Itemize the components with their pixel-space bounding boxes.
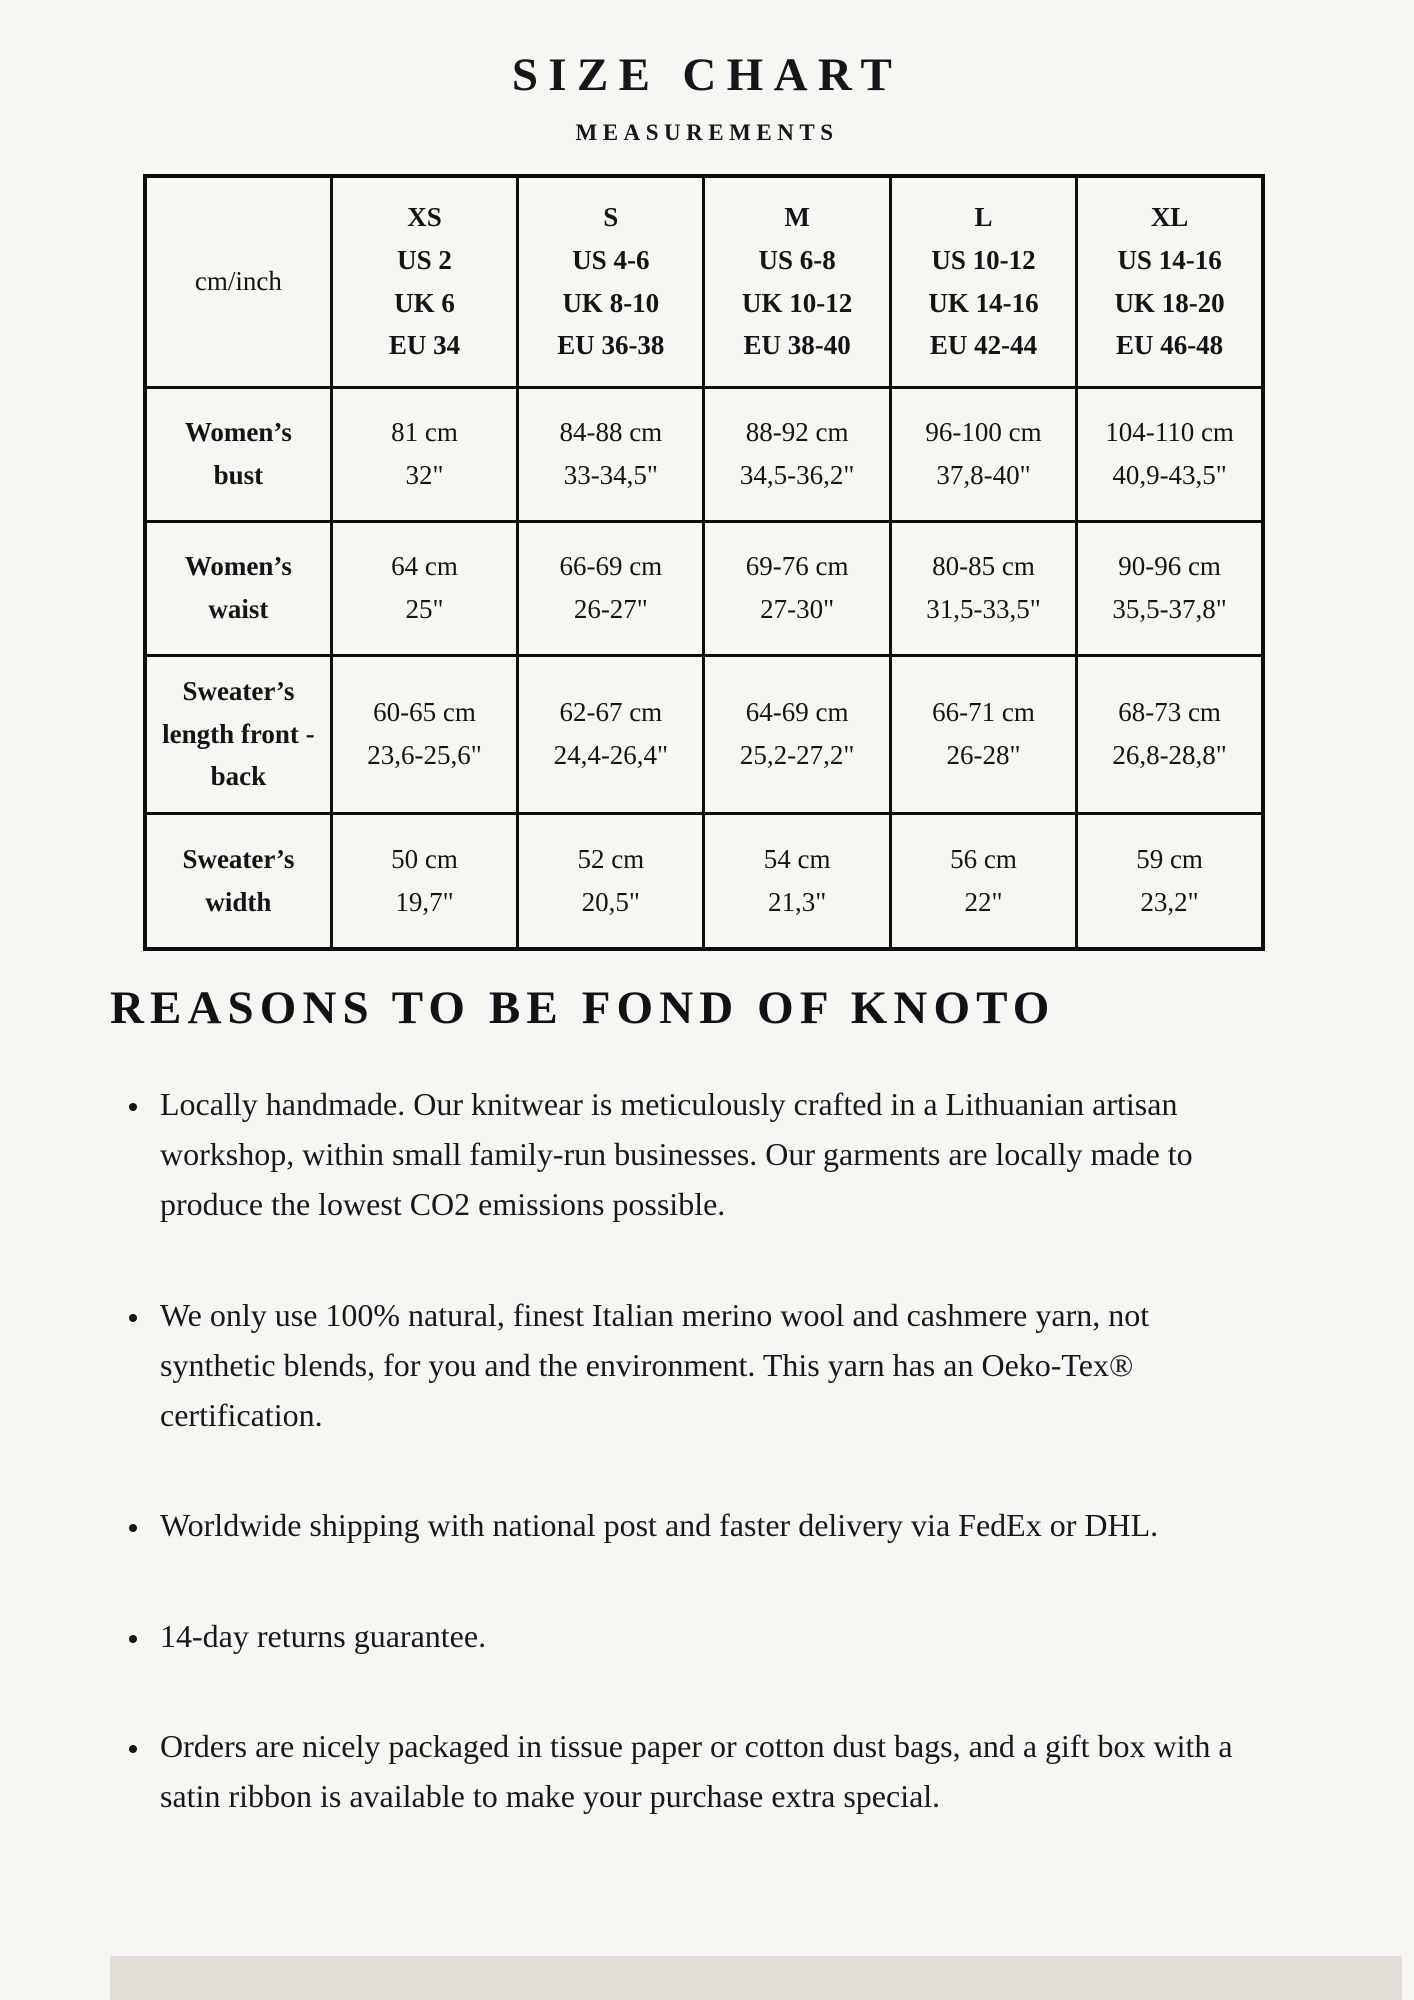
- value-inch: 37,8-40": [936, 460, 1031, 490]
- value-inch: 25": [405, 594, 444, 624]
- size-chart-table: [143, 174, 1265, 951]
- value-cm: 66-71 cm: [932, 697, 1035, 728]
- table-row-sweater-width: [145, 813, 1263, 949]
- measurement-cell: [890, 813, 1076, 949]
- size-name: M: [784, 202, 810, 233]
- value-inch: 22": [964, 886, 1003, 917]
- value-cm: 96-100 cm: [925, 417, 1042, 448]
- row-label: Sweater’s length front - back: [145, 655, 331, 813]
- size-column-header-m: [704, 176, 890, 387]
- value-cm: 52 cm: [577, 844, 645, 875]
- measurement-cell: [1077, 387, 1263, 521]
- value-cm: 104-110 cm: [1105, 417, 1234, 448]
- value-inch: 26-28": [946, 740, 1021, 770]
- value-inch: 35,5-37,8": [1112, 594, 1227, 624]
- size-us: US 2: [397, 245, 452, 276]
- size-eu: EU 36-38: [557, 330, 665, 361]
- value-inch: 26,8-28,8": [1112, 740, 1227, 770]
- size-eu: EU 34: [388, 330, 461, 361]
- value-cm: 54 cm: [763, 844, 831, 875]
- measurement-cell: [331, 521, 517, 655]
- size-column-header-xs: [331, 176, 517, 387]
- reason-item-worldwide-shipping: • Worldwide shipping with national post and faster delivery via FedEx or DHL.: [152, 1500, 1257, 1550]
- value-inch: 23,2": [1140, 886, 1199, 917]
- page-title: SIZE CHART: [511, 49, 903, 101]
- value-inch: 21,3": [768, 886, 827, 917]
- table-row-womens-waist: [145, 521, 1263, 655]
- value-cm: 50 cm: [391, 844, 458, 875]
- row-label: Women’s bust: [145, 387, 331, 521]
- measurement-cell: [1077, 655, 1263, 813]
- size-column-header-s: [518, 176, 704, 387]
- measurement-cell: [704, 655, 890, 813]
- value-inch: 34,5-36,2": [739, 460, 855, 490]
- size-name: XL: [1150, 202, 1189, 233]
- size-name: L: [974, 202, 993, 233]
- size-us: US 14-16: [1117, 245, 1222, 276]
- measurement-cell: [331, 655, 517, 813]
- value-cm: 90-96 cm: [1118, 551, 1221, 582]
- measurement-cell: [704, 521, 890, 655]
- value-inch: 23,6-25,6": [367, 740, 482, 770]
- measurement-cell: [890, 655, 1076, 813]
- measurement-cell: [518, 813, 704, 949]
- value-cm: 84-88 cm: [559, 417, 663, 448]
- size-eu: EU 38-40: [743, 330, 851, 361]
- value-inch: 31,5-33,5": [926, 594, 1041, 624]
- reason-item-locally-handmade: • Locally handmade. Our knitwear is meticulously crafted in a Lithuanian artisan workshop, within small family-run businesses. Our garments are locally made to produce the lowest CO2 emissions possible.: [152, 1079, 1257, 1230]
- table-row-sweater-length: [145, 655, 1263, 813]
- table-header-row: [145, 176, 1263, 387]
- footer-band: [110, 1956, 1402, 2000]
- measurement-cell: [1077, 521, 1263, 655]
- value-cm: 56 cm: [950, 844, 1017, 875]
- measurement-cell: [518, 655, 704, 813]
- unit-label-cell: [145, 176, 331, 387]
- reason-item-natural-yarn: • We only use 100% natural, finest Italian merino wool and cashmere yarn, not synthetic blends, for you and the environment. This yarn has an Oeko-Tex® certification.: [152, 1290, 1257, 1441]
- value-cm: 69-76 cm: [745, 551, 849, 582]
- measurement-cell: [704, 813, 890, 949]
- measurement-cell: [890, 387, 1076, 521]
- size-eu: EU 46-48: [1115, 330, 1224, 361]
- measurement-cell: [331, 387, 517, 521]
- size-name: S: [603, 202, 619, 233]
- value-inch: 24,4-26,4": [553, 740, 669, 770]
- value-cm: 66-69 cm: [559, 551, 663, 582]
- size-us: US 4-6: [572, 245, 650, 276]
- value-inch: 33-34,5": [563, 460, 658, 490]
- size-name: XS: [407, 202, 442, 233]
- row-label: Women’s waist: [145, 521, 331, 655]
- value-cm: 88-92 cm: [745, 417, 849, 448]
- measurement-cell: [704, 387, 890, 521]
- size-eu: EU 42-44: [929, 330, 1038, 361]
- document-header: [0, 0, 1414, 146]
- reason-item-returns-guarantee: • 14-day returns guarantee.: [152, 1611, 1257, 1661]
- value-inch: 25,2-27,2": [739, 740, 855, 770]
- value-cm: 62-67 cm: [559, 697, 663, 728]
- size-us: US 10-12: [931, 245, 1036, 276]
- measurement-cell: [518, 521, 704, 655]
- size-uk: UK 14-16: [928, 287, 1039, 318]
- value-inch: 19,7": [395, 886, 454, 917]
- page-subtitle: MEASUREMENTS: [575, 120, 839, 145]
- value-inch: 27-30": [760, 594, 835, 624]
- value-inch: 20,5": [581, 886, 640, 917]
- size-uk: UK 8-10: [562, 287, 660, 318]
- value-cm: 80-85 cm: [932, 551, 1035, 582]
- table-row-womens-bust: [145, 387, 1263, 521]
- value-cm: 64 cm: [391, 551, 458, 582]
- value-cm: 81 cm: [391, 417, 458, 448]
- value-cm: 64-69 cm: [745, 697, 849, 728]
- value-cm: 68-73 cm: [1118, 697, 1221, 728]
- size-uk: UK 6: [394, 287, 455, 318]
- value-cm: 59 cm: [1136, 844, 1203, 875]
- measurement-cell: [890, 521, 1076, 655]
- measurement-cell: [331, 813, 517, 949]
- size-uk: UK 18-20: [1114, 287, 1225, 318]
- unit-label: cm/inch: [194, 266, 282, 297]
- row-label: Sweater’s width: [145, 813, 331, 949]
- size-uk: UK 10-12: [742, 287, 853, 318]
- value-inch: 40,9-43,5": [1112, 460, 1227, 490]
- value-inch: 32": [405, 460, 444, 490]
- size-us: US 6-8: [758, 245, 836, 276]
- measurement-cell: [1077, 813, 1263, 949]
- reasons-heading: REASONS TO BE FOND OF KNOTO: [110, 982, 1056, 1034]
- value-inch: 26-27": [573, 594, 648, 624]
- value-cm: 60-65 cm: [373, 697, 476, 728]
- measurement-cell: [518, 387, 704, 521]
- reasons-list: [152, 1079, 1330, 1821]
- reasons-section: [110, 981, 1330, 1821]
- reason-item-packaging: • Orders are nicely packaged in tissue paper or cotton dust bags, and a gift box with a satin ribbon is available to make your purchase extra special.: [152, 1721, 1257, 1821]
- size-column-header-xl: [1077, 176, 1263, 387]
- size-column-header-l: [890, 176, 1076, 387]
